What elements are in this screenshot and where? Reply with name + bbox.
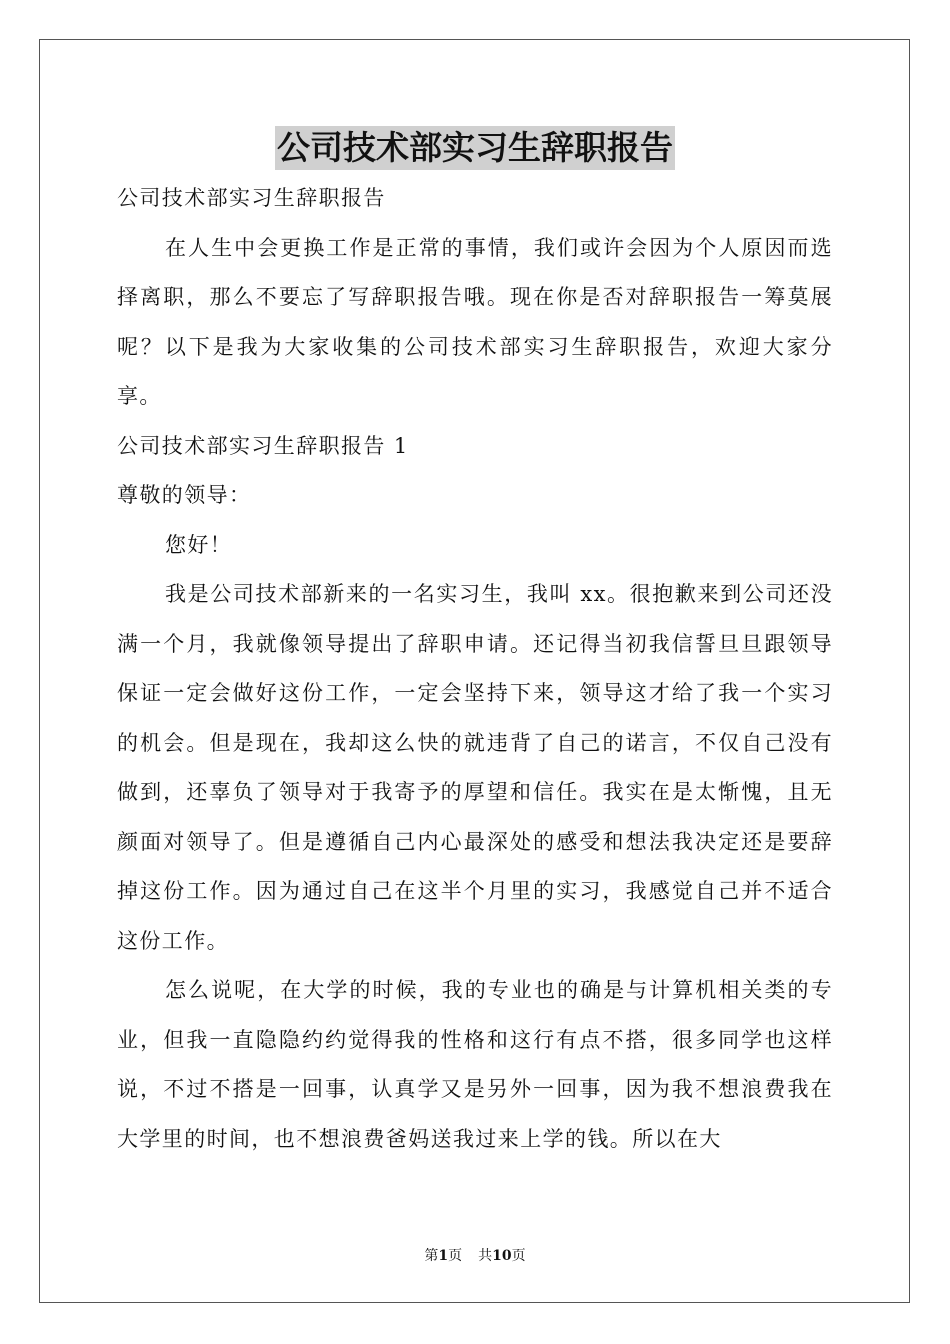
section-heading: 公司技术部实习生辞职报告 1 [117,433,409,458]
document-body [117,174,833,1164]
page-footer [0,1246,950,1266]
page-current: 1 [438,1248,449,1264]
body-paragraph: 我是公司技术部新来的一名实习生，我叫 xx。很抱歉来到公司还没满一个月，我就像领导提出了辞职申请。还记得当初我信誓旦旦跟领导保证一定会做好这份工作，一定会坚持下来，领导这才给了我一个实习的机会。但是现在，我却这么快的就违背了自己的诺言，不仅自己没有做到，还辜负了领导对于我寄予的厚望和信任。我实在是太惭愧，且无颜面对领导了。但是遵循自己内心最深处的感受和想法我决定还是要辞掉这份工作。因为通过自己在这半个月里的实习，我感觉自己并不适合这份工作。 [117,582,833,953]
page-suffix: 页 [448,1248,463,1264]
title-container [0,126,950,170]
page-total: 10 [492,1248,512,1264]
document-title: 公司技术部实习生辞职报告 [275,126,675,170]
subtitle-paragraph: 公司技术部实习生辞职报告 [117,186,386,210]
total-suffix: 页 [511,1248,526,1264]
body-paragraph: 怎么说呢，在大学的时候，我的专业也的确是与计算机相关类的专业，但我一直隐隐约约觉得我的性格和这行有点不搭，很多同学也这样说，不过不搭是一回事，认真学又是另外一回事，因为我不想浪费我在大学里的时间，也不想浪费爸妈送我过来上学的钱。所以在大 [117,978,833,1151]
greeting: 您好！ [165,532,233,557]
salutation: 尊敬的领导： [117,483,252,507]
total-prefix: 共 [478,1248,493,1264]
page-prefix: 第 [424,1248,439,1264]
intro-paragraph: 在人生中会更换工作是正常的事情，我们或许会因为个人原因而选择离职，那么不要忘了写辞职报告哦。现在你是否对辞职报告一筹莫展呢？以下是我为大家收集的公司技术部实习生辞职报告，欢迎大家分享。 [117,235,833,408]
